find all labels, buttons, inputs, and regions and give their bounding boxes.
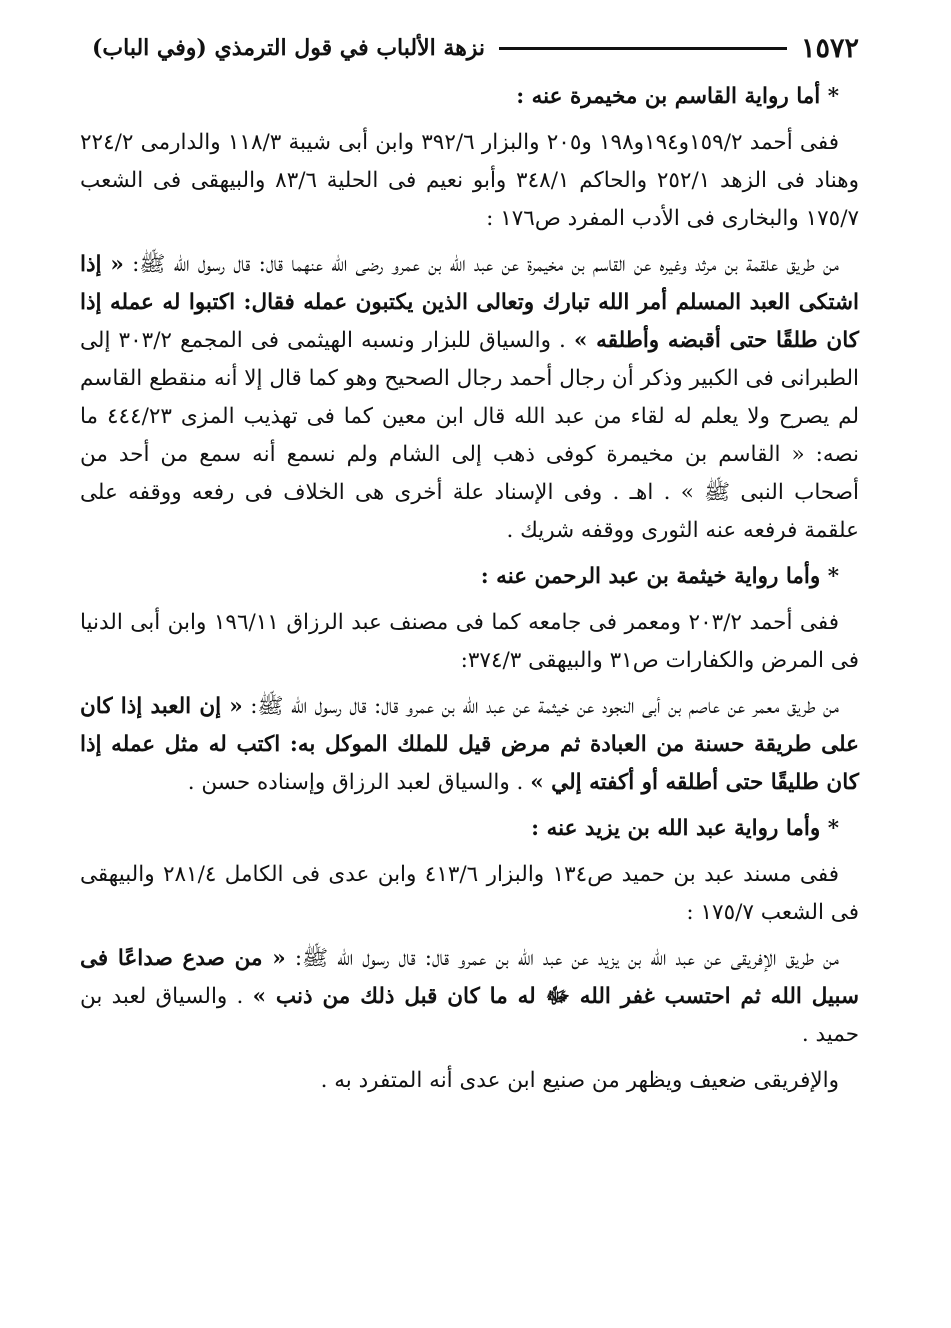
closing-remark: والإفريقى ضعيف ويظهر من صنيع ابن عدى أنه المتفرد به .	[320, 1068, 839, 1093]
hadith-text: « إن العبد إذا كان على طريقة حسنة من العبادة ثم مرض قيل للملك الموكل به: اكتب له مثل عمله إذا كان طليقًا حتى أطلقه أو أكفته إلي »	[80, 694, 859, 795]
page-number: ١٥٧٢	[800, 32, 859, 64]
hadith-text: « إذا اشتكى العبد المسلم أمر الله تبارك وتعالى الذين يكتبون عمله فقال: اكتبوا له عمله إذا كان طلقًا حتى أقبضه وأطلقه »	[80, 252, 859, 353]
hadith-text: « من صدع صداعًا فى سبيل الله ثم احتسب غفر الله ﷻ له ما كان قبل ذلك من ذنب »	[80, 946, 859, 1009]
running-title: نزهة الألباب في قول الترمذي (وفي الباب)	[92, 35, 486, 61]
narration-qasim	[80, 246, 859, 550]
narration-khaythama	[80, 688, 859, 802]
sources-khaythama: ففى أحمد ٢٠٣/٢ ومعمر فى جامعه كما فى مصنف عبد الرزاق ١٩٦/١١ وابن أبى الدنيا فى المرض والكفارات ص٣١ والبيهقى ٣٧٤/٣:	[80, 610, 859, 673]
sources-qasim: ففى أحمد ١٥٩/٢و١٩٤و١٩٨ و٢٠٥ والبزار ٣٩٢/٦ وابن أبى شيبة ١١٨/٣ والدارمى ٢٢٤/٢ وهناد فى الزهد ٢٥٢/١ والحاكم ٣٤٨/١ وأبو نعيم فى الحلية ٨٣/٦ والبيهقى فى الشعب ١٧٥/٧ والبخارى فى الأدب المفرد ص١٧٦ :	[80, 130, 859, 231]
section-heading-qasim: * أما رواية القاسم بن مخيمرة عنه :	[516, 84, 839, 109]
commentary: . والسياق للبزار ونسبه الهيثمى فى المجمع ٣٠٣/٢ إلى الطبرانى فى الكبير وذكر أن رجال أحمد رجال الصحيح وهو كما قال إلا أنه منقطع القاسم لم يصرح ولا يعلم له لقاء من عبد الله قال ابن معين كما فى تهذيب المزى ٤٤٤/٢٣ ما نصه: « القاسم بن مخيمرة كوفى ذهب إلى الشام ولم نسمع أنه سمع من أحد من أصحاب النبى ﷺ » . اهـ . وفى الإسناد علة أخرى هى الخلاف فى رفعه ووقفه على علقمة فرفعه عنه الثورى ووقفه شريك .	[80, 328, 860, 543]
commentary: . والسياق لعبد الرزاق وإسناده حسن .	[187, 770, 524, 795]
body-text	[80, 78, 859, 1108]
section-heading-abdullah-yazid: * وأما رواية عبد الله بن يزيد عنه :	[531, 816, 839, 841]
sources-abdullah-yazid: ففى مسند عبد بن حميد ص١٣٤ والبزار ٤١٣/٦ وابن عدى فى الكامل ٢٨١/٤ والبيهقى فى الشعب ١٧٥/٧ :	[80, 862, 859, 925]
chain-intro: من طريق علقمة بن مرثد وغيره عن القاسم بن مخيمرة عن عبد الله بن عمرو رضى الله عنهما قال: قال رسول الله ﷺ:	[132, 252, 839, 277]
page-header	[92, 28, 859, 68]
section-heading-khaythama: * وأما رواية خيثمة بن عبد الرحمن عنه :	[480, 564, 839, 589]
chain-intro: من طريق الإفريقى عن عبد الله بن يزيد عن عبد الله بن عمرو قال: قال رسول الله ﷺ:	[294, 946, 839, 971]
commentary: . والسياق لعبد بن حميد .	[80, 984, 859, 1047]
header-rule	[499, 47, 787, 50]
chain-intro: من طريق معمر عن عاصم بن أبى النجود عن خيثمة عن عبد الله بن عمرو قال: قال رسول الله ﷺ:	[250, 694, 839, 719]
narration-abdullah-yazid	[80, 940, 859, 1054]
